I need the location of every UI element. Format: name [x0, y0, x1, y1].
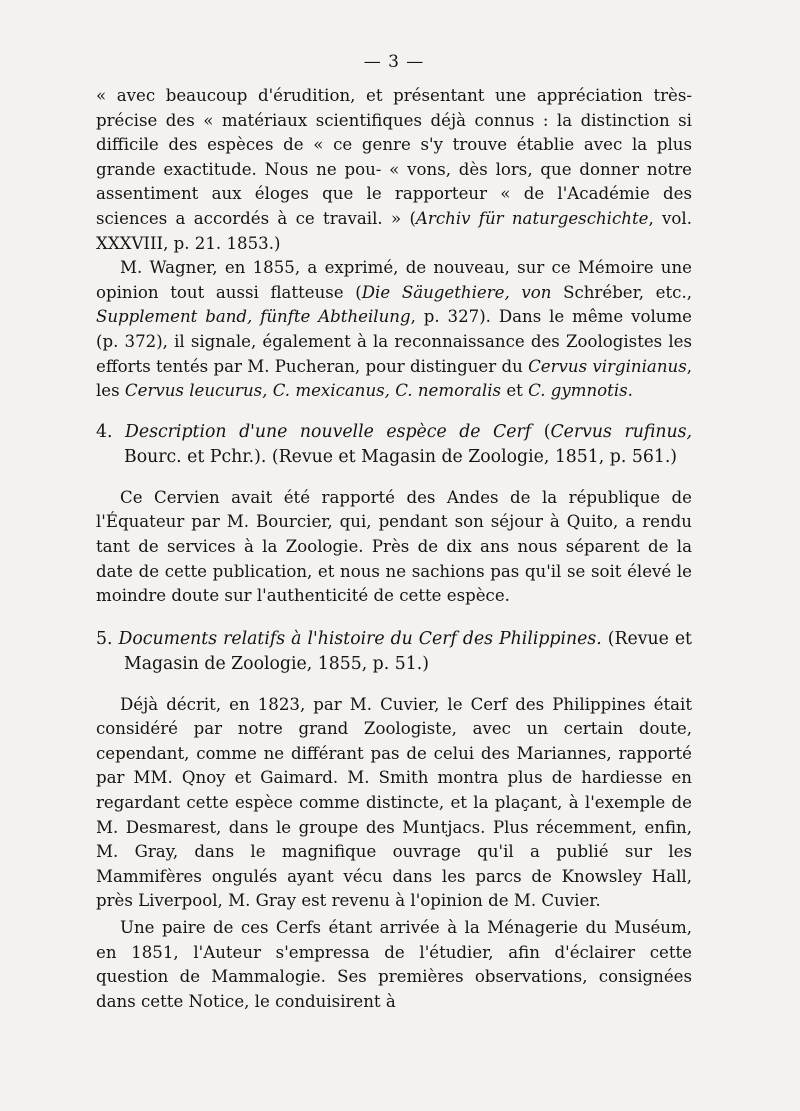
page-number: — 3 —: [363, 52, 425, 72]
section-number: 4.: [96, 421, 113, 442]
section-reference: Bourc. et Pchr.). (Revue et Magasin de Zoologie, 1851, p. 561.): [124, 446, 678, 467]
section-reference: (Revue et Magasin de Zoologie, 1855, p. 51.): [124, 628, 693, 674]
paragraph-wagner: M. Wagner, en 1855, a exprimé, de nouveau, sur ce Mémoire une opinion tout aussi flatteuse (Die Säugethiere, von Schréber, etc., Supplement band, fünfte Abtheilung, p. 327). Dans le même volume (p. 372), il signale, également à la reconnaissance des Zoologistes les efforts tentés par M. Pucheran, pour distinguer du Cervus virginianus, les Cervus leucurus, C. mexicanus, C. nemoralis et C. gymnotis.: [96, 258, 692, 401]
paragraph-cuvier: Déjà décrit, en 1823, par M. Cuvier, le Cerf des Philippines était considéré par notre grand Zoologiste, avec un certain doute, cependant, comme ne différant pas de celui des Mariannes, rapporté par MM. Qnoy et Gaimard. M. Smith montra plus de hardiesse en regardant cette espèce comme distincte, et la plaçant, à l'exemple de M. Desmarest, dans le groupe des Muntjacs. Plus récemment, enfin, M. Gray, dans le magnifique ouvrage qu'il a publié sur les Mammifères ongulés ayant vécu dans les parcs de Knowsley Hall, près Liverpool, M. Gray est revenu à l'opinion de M. Cuvier.: [96, 694, 692, 911]
section-heading-4: 4. Description d'une nouvelle espèce de Cerf (Cervus rufinus, Bourc. et Pchr.). (Revue et Magasin de Zoologie, 1851, p. 561.): [96, 421, 692, 467]
paragraph-quote-continuation: « avec beaucoup d'érudition, et présentant une appréciation très-précise des « matériaux scientifiques déjà connus : la distinction si difficile des espèces de « ce genre s'y trouve établie avec la plus grande exactitude. Nous ne pou- « vons, dès lors, que donner notre assentiment aux éloges que le rapporteur « de l'Académie des sciences a accordés à ce travail. » (Archiv für naturgeschichte, vol. XXXVIII, p. 21. 1853.): [96, 86, 692, 253]
section-heading-5: [96, 627, 692, 677]
paragraph-cervien: Ce Cervien avait été rapporté des Andes de la république de l'Équateur par M. Bourcier, qui, pendant son séjour à Quito, a rendu tant de services à la Zoologie. Près de dix ans nous séparent de la date de cette publication, et nous ne sachions pas qu'il se soit élevé le moindre doute sur l'authenticité de cette espèce.: [96, 487, 692, 606]
section-title: Documents relatifs à l'histoire du Cerf des Philippines.: [118, 628, 602, 649]
section-number: 5.: [96, 628, 113, 649]
species-name: Cervus rufinus,: [550, 421, 692, 442]
section-title: Description d'une nouvelle espèce de Cerf: [125, 421, 532, 442]
paragraph-menagerie: Une paire de ces Cerfs étant arrivée à la Ménagerie du Muséum, en 1851, l'Auteur s'empressa de l'étudier, afin d'éclairer cette question de Mammalogie. Ses premières observations, consignées dans cette Notice, le conduisirent à: [96, 918, 692, 1011]
